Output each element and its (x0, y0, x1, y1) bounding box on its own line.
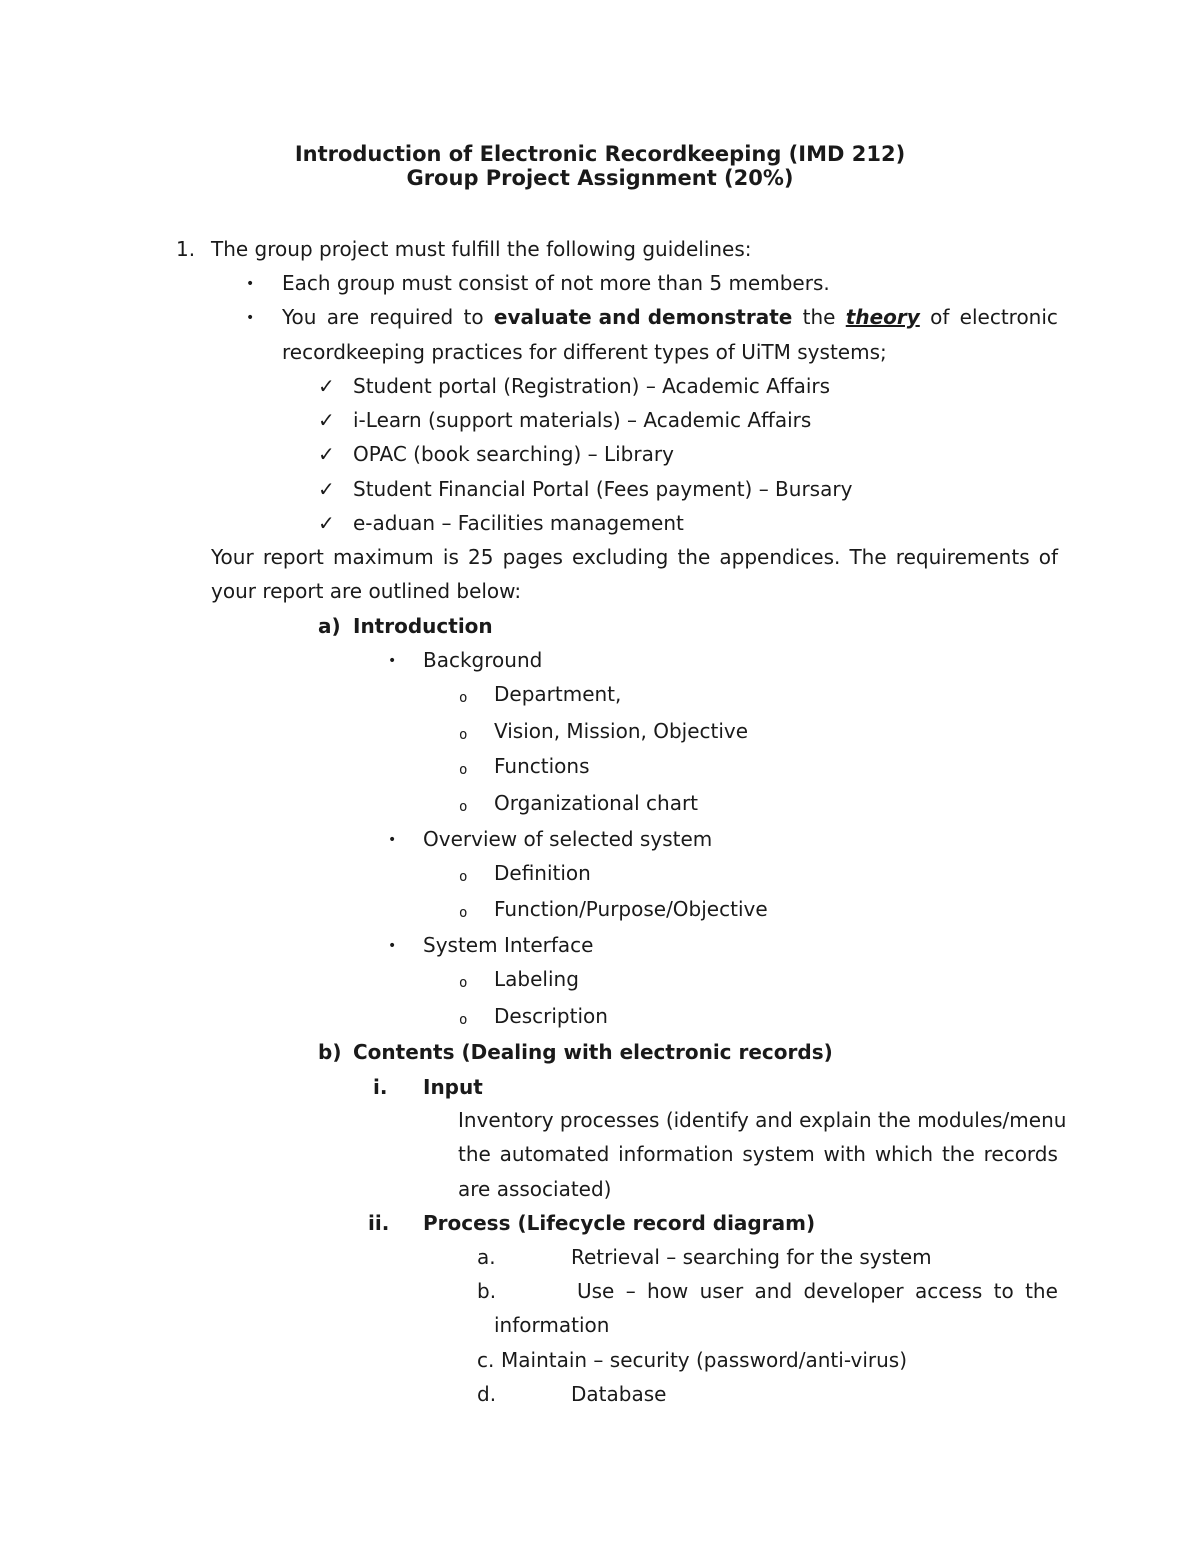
text-word: The (849, 545, 887, 569)
sub-item: Description (494, 1004, 608, 1028)
bullet-icon: • (246, 310, 255, 326)
text-word: of (1038, 545, 1058, 569)
bullet-icon: • (388, 653, 397, 669)
text-word: requirements (895, 545, 1030, 569)
guideline-evaluate (282, 305, 1058, 329)
guideline-members: Each group must consist of not more than 5 members. (282, 271, 830, 295)
sub-bullet-icon: o (459, 1012, 468, 1028)
system-item: OPAC (book searching) – Library (353, 442, 674, 466)
input-marker: i. (373, 1075, 388, 1099)
report-paragraph-cont: your report are outlined below: (211, 579, 522, 603)
group-overview: Overview of selected system (423, 827, 713, 851)
text-word: maximum (333, 545, 434, 569)
sub-item: Labeling (494, 967, 579, 991)
bullet-icon: • (388, 938, 397, 954)
text-word: information (618, 1142, 734, 1166)
sub-bullet-icon: o (459, 690, 468, 706)
bullet-icon: • (388, 832, 397, 848)
sub-item: Organizational chart (494, 791, 699, 815)
text-word: which (874, 1142, 934, 1166)
text-word: system (742, 1142, 815, 1166)
guideline-evaluate-cont: recordkeeping practices for different types of UiTM systems; (282, 340, 887, 364)
text-word: required (369, 305, 454, 329)
text-word: pages (502, 545, 563, 569)
process-letter: c. (477, 1348, 495, 1372)
document-subtitle: Group Project Assignment (20%) (406, 166, 794, 190)
list-number: 1. (176, 237, 196, 261)
input-text: Inventory processes (identify and explain the modules/menu (458, 1108, 1067, 1132)
section-b-marker: b) (318, 1040, 342, 1064)
text-word: is (442, 545, 459, 569)
process-marker: ii. (368, 1211, 390, 1235)
system-item: e-aduan – Facilities management (353, 511, 684, 535)
check-icon: ✓ (318, 477, 335, 501)
sub-bullet-icon: o (459, 762, 468, 778)
text-word: excluding (572, 545, 669, 569)
bold-phrase: evaluate and demonstrate (493, 305, 793, 329)
input-text-line2 (458, 1142, 1058, 1166)
sub-item: Functions (494, 754, 590, 778)
check-icon: ✓ (318, 442, 335, 466)
input-title: Input (423, 1075, 483, 1099)
input-text-line3: are associated) (458, 1177, 612, 1201)
section-a-title: Introduction (353, 614, 493, 638)
system-item: Student Financial Portal (Fees payment) – Bursary (353, 477, 853, 501)
process-item: Retrieval – searching for the system (571, 1245, 932, 1269)
process-letter: a. (477, 1245, 496, 1269)
section-b-title: Contents (Dealing with electronic records) (353, 1040, 833, 1064)
process-item: Maintain – security (password/anti-virus) (501, 1348, 908, 1372)
sub-bullet-icon: o (459, 905, 468, 921)
sub-bullet-icon: o (459, 869, 468, 885)
system-item: i-Learn (support materials) – Academic Affairs (353, 408, 812, 432)
text-word: records (983, 1142, 1058, 1166)
process-item (577, 1279, 1058, 1303)
text-word: the (458, 1142, 491, 1166)
text-word: access (914, 1279, 983, 1303)
text-word: 25 (468, 545, 494, 569)
bullet-icon: • (246, 276, 255, 292)
process-item: Database (571, 1382, 667, 1406)
process-item-cont: information (494, 1313, 610, 1337)
guidelines-intro: The group project must fulfill the following guidelines: (211, 237, 752, 261)
sub-item: Definition (494, 861, 591, 885)
group-background: Background (423, 648, 543, 672)
text-word: automated (499, 1142, 610, 1166)
text-word: Your (211, 545, 254, 569)
sub-item: Function/Purpose/Objective (494, 897, 768, 921)
text-word: electronic (959, 305, 1058, 329)
text-word: report (262, 545, 324, 569)
text-word: developer (803, 1279, 904, 1303)
process-letter: b. (477, 1279, 497, 1303)
text-word: how (647, 1279, 689, 1303)
text-word: are (326, 305, 360, 329)
check-icon: ✓ (318, 408, 335, 432)
sub-bullet-icon: o (459, 799, 468, 815)
text-word: Use (577, 1279, 615, 1303)
group-interface: System Interface (423, 933, 594, 957)
check-icon: ✓ (318, 374, 335, 398)
process-title: Process (Lifecycle record diagram) (423, 1211, 816, 1235)
section-a-marker: a) (318, 614, 341, 638)
check-icon: ✓ (318, 511, 335, 535)
system-item: Student portal (Registration) – Academic Affairs (353, 374, 831, 398)
text-word: of (930, 305, 950, 329)
text-word: You (282, 305, 317, 329)
text-word: – (625, 1279, 636, 1303)
text-word: with (823, 1142, 866, 1166)
sub-item: Vision, Mission, Objective (494, 719, 749, 743)
document-title: Introduction of Electronic Recordkeeping (IMD 212) (294, 142, 906, 166)
sub-bullet-icon: o (459, 727, 468, 743)
emphasis-theory: theory (845, 305, 920, 329)
text-word: the (677, 545, 711, 569)
process-letter: d. (477, 1382, 497, 1406)
text-word: appendices. (719, 545, 841, 569)
report-paragraph (211, 545, 1058, 569)
text-word: the (802, 305, 836, 329)
text-word: the (1025, 1279, 1058, 1303)
text-word: user (699, 1279, 744, 1303)
sub-bullet-icon: o (459, 975, 468, 991)
sub-item: Department, (494, 682, 622, 706)
text-word: to (993, 1279, 1014, 1303)
text-word: the (941, 1142, 975, 1166)
text-word: to (463, 305, 484, 329)
text-word: and (754, 1279, 793, 1303)
